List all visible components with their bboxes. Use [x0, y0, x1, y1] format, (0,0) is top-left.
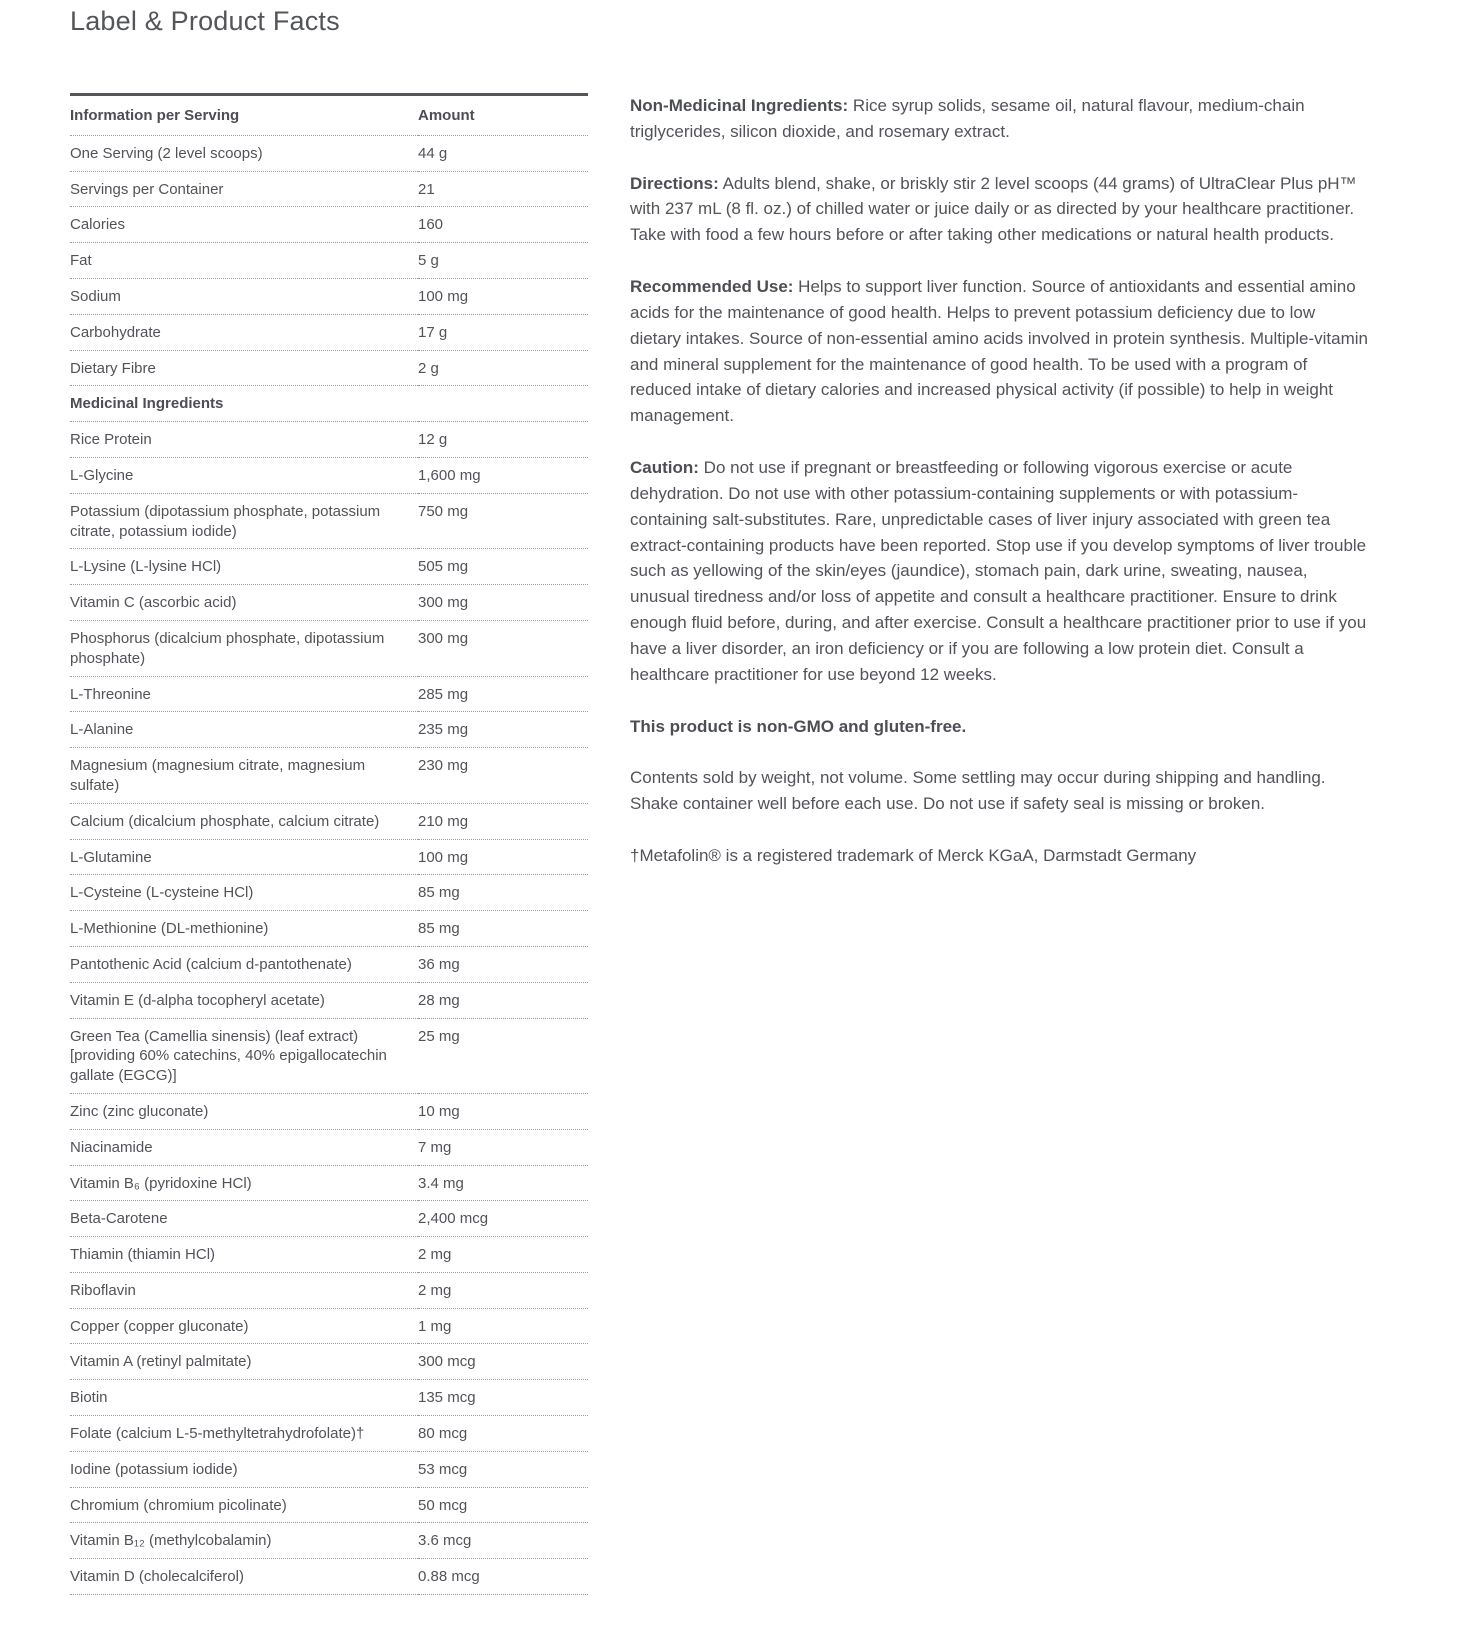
table-row	[70, 676, 588, 712]
ingredient-label: Sodium	[70, 278, 418, 314]
table-row	[70, 1308, 588, 1344]
column-header-information-per-serving: Information per Serving	[70, 95, 418, 136]
table-row	[70, 1451, 588, 1487]
ingredient-label: Niacinamide	[70, 1129, 418, 1165]
table-row	[70, 171, 588, 207]
table-row	[70, 1129, 588, 1165]
table-row	[70, 1487, 588, 1523]
table-row	[70, 620, 588, 676]
ingredient-label: Calories	[70, 207, 418, 243]
paragraph-lead: This product is non-GMO and gluten-free.	[630, 716, 967, 736]
ingredient-amount: 3.4 mg	[418, 1165, 588, 1201]
ingredient-label: L-Lysine (L-lysine HCl)	[70, 549, 418, 585]
ingredient-label: Fat	[70, 243, 418, 279]
ingredient-label: Thiamin (thiamin HCl)	[70, 1237, 418, 1273]
paragraph-lead: Caution:	[630, 458, 699, 478]
ingredient-amount: 2,400 mcg	[418, 1201, 588, 1237]
ingredient-label: Medicinal Ingredients	[70, 386, 418, 422]
ingredient-amount: 21	[418, 171, 588, 207]
table-row	[70, 875, 588, 911]
ingredient-amount: 53 mcg	[418, 1451, 588, 1487]
table-row	[70, 1272, 588, 1308]
ingredient-amount: 2 mg	[418, 1237, 588, 1273]
ingredient-amount: 12 g	[418, 422, 588, 458]
ingredient-label: Servings per Container	[70, 171, 418, 207]
ingredient-label: L-Threonine	[70, 676, 418, 712]
paragraph-text: Do not use if pregnant or breastfeeding or following vigorous exercise or acute dehydration. Do not use with other potassium-containing supplements or with potassium-containing salt-substitutes. Rare, unpredictable cases of liver injury associated with green tea extract-containing products have been reported. Stop use if you develop symptoms of liver trouble such as yellowing of the skin/eyes (jaundice), stomach pain, dark urine, sweating, nausea, unusual tiredness and/or loss of appetite and consult a healthcare practitioner. Ensure to drink enough fluid before, during, and after exercise. Consult a healthcare practitioner prior to use if you have a liver disorder, an iron deficiency or if you are following a low protein diet. Consult a healthcare practitioner for use beyond 12 weeks.	[630, 458, 1367, 684]
ingredient-amount: 50 mcg	[418, 1487, 588, 1523]
ingredient-amount: 300 mcg	[418, 1344, 588, 1380]
table-row	[70, 585, 588, 621]
ingredient-amount: 85 mg	[418, 875, 588, 911]
table-row	[70, 1344, 588, 1380]
ingredient-amount: 1,600 mg	[418, 457, 588, 493]
info-paragraph	[630, 714, 1370, 740]
ingredient-amount: 5 g	[418, 243, 588, 279]
paragraph-lead: Recommended Use:	[630, 277, 794, 297]
ingredient-amount: 235 mg	[418, 712, 588, 748]
paragraph-lead: Non-Medicinal Ingredients:	[630, 96, 849, 115]
ingredient-amount: 135 mcg	[418, 1380, 588, 1416]
ingredient-label: Riboflavin	[70, 1272, 418, 1308]
table-row	[70, 457, 588, 493]
ingredient-amount: 100 mg	[418, 278, 588, 314]
table-row	[70, 839, 588, 875]
nutrition-facts-table	[70, 93, 588, 1595]
paragraph-text: Rice syrup solids, sesame oil, natural flavour, medium-chain triglycerides, silicon dioxide, and rosemary extract.	[630, 96, 1305, 141]
ingredient-amount: 85 mg	[418, 911, 588, 947]
content-columns	[70, 93, 1406, 1595]
ingredient-label: L-Cysteine (L-cysteine HCl)	[70, 875, 418, 911]
ingredient-label: L-Methionine (DL-methionine)	[70, 911, 418, 947]
info-paragraph	[630, 455, 1370, 687]
ingredient-amount: 17 g	[418, 314, 588, 350]
ingredient-label: Vitamin B₆ (pyridoxine HCl)	[70, 1165, 418, 1201]
ingredient-label: Vitamin E (d-alpha tocopheryl acetate)	[70, 982, 418, 1018]
table-row	[70, 243, 588, 279]
ingredient-label: L-Alanine	[70, 712, 418, 748]
table-header-row	[70, 95, 588, 136]
ingredient-label: Vitamin B₁₂ (methylcobalamin)	[70, 1523, 418, 1559]
table-row	[70, 1165, 588, 1201]
page-title: Label & Product Facts	[70, 6, 340, 36]
ingredient-amount: 28 mg	[418, 982, 588, 1018]
info-paragraph	[630, 274, 1370, 429]
ingredient-amount: 44 g	[418, 135, 588, 171]
ingredient-label: L-Glutamine	[70, 839, 418, 875]
paragraph-lead: Directions:	[630, 173, 719, 193]
ingredient-label: Biotin	[70, 1380, 418, 1416]
ingredient-amount: 25 mg	[418, 1018, 588, 1093]
paragraph-text: Adults blend, shake, or briskly stir 2 level scoops (44 grams) of UltraClear Plus pH™ with 237 mL (8 fl. oz.) of chilled water or juice daily or as directed by your healthcare practitioner. Take with food a few hours before or after taking other medications or natural health products.	[630, 173, 1357, 245]
ingredient-label: Magnesium (magnesium citrate, magnesium sulfate)	[70, 748, 418, 804]
ingredient-amount: 3.6 mcg	[418, 1523, 588, 1559]
ingredient-amount: 300 mg	[418, 585, 588, 621]
paragraph-text: Contents sold by weight, not volume. Some settling may occur during shipping and handling. Shake container well before each use. Do not use if safety seal is missing or broken.	[630, 768, 1326, 814]
table-row	[70, 314, 588, 350]
table-row	[70, 1018, 588, 1093]
table-row	[70, 946, 588, 982]
ingredient-label: Chromium (chromium picolinate)	[70, 1487, 418, 1523]
table-row	[70, 278, 588, 314]
table-row	[70, 748, 588, 804]
table-row	[70, 1523, 588, 1559]
ingredient-amount: 80 mcg	[418, 1416, 588, 1452]
table-row	[70, 712, 588, 748]
ingredient-amount	[418, 386, 588, 422]
ingredient-amount: 210 mg	[418, 803, 588, 839]
ingredient-amount: 2 g	[418, 350, 588, 386]
table-row	[70, 803, 588, 839]
ingredient-label: Folate (calcium L-5-methyltetrahydrofolate)†	[70, 1416, 418, 1452]
ingredient-amount: 7 mg	[418, 1129, 588, 1165]
table-row	[70, 386, 588, 422]
ingredient-amount: 0.88 mcg	[418, 1559, 588, 1595]
ingredient-label: Vitamin A (retinyl palmitate)	[70, 1344, 418, 1380]
ingredient-label: Iodine (potassium iodide)	[70, 1451, 418, 1487]
ingredient-amount: 230 mg	[418, 748, 588, 804]
info-paragraph	[630, 171, 1370, 248]
ingredient-amount: 1 mg	[418, 1308, 588, 1344]
ingredient-label: Rice Protein	[70, 422, 418, 458]
product-info-text-column	[630, 93, 1370, 895]
ingredient-label: Pantothenic Acid (calcium d-pantothenate)	[70, 946, 418, 982]
paragraph-text: †Metafolin® is a registered trademark of Merck KGaA, Darmstadt Germany	[630, 846, 1197, 866]
table-row	[70, 422, 588, 458]
ingredient-amount: 100 mg	[418, 839, 588, 875]
ingredient-amount: 285 mg	[418, 676, 588, 712]
ingredient-label: Beta-Carotene	[70, 1201, 418, 1237]
ingredient-label: Phosphorus (dicalcium phosphate, dipotassium phosphate)	[70, 620, 418, 676]
ingredient-label: One Serving (2 level scoops)	[70, 135, 418, 171]
ingredient-label: Green Tea (Camellia sinensis) (leaf extract) [providing 60% catechins, 40% epigallocatechin gallate (EGCG)]	[70, 1018, 418, 1093]
table-row	[70, 911, 588, 947]
ingredient-label: Potassium (dipotassium phosphate, potassium citrate, potassium iodide)	[70, 493, 418, 549]
table-row	[70, 1093, 588, 1129]
ingredient-amount: 2 mg	[418, 1272, 588, 1308]
table-row	[70, 207, 588, 243]
ingredient-label: Vitamin C (ascorbic acid)	[70, 585, 418, 621]
table-row	[70, 1559, 588, 1595]
ingredient-amount: 36 mg	[418, 946, 588, 982]
ingredient-label: Carbohydrate	[70, 314, 418, 350]
ingredient-label: Zinc (zinc gluconate)	[70, 1093, 418, 1129]
paragraph-text: Helps to support liver function. Source of antioxidants and essential amino acids for the maintenance of good health. Helps to prevent potassium deficiency due to low dietary intakes. Source of non-essential amino acids involved in protein synthesis. Multiple-vitamin and mineral supplement for the maintenance of good health. To be used with a program of reduced intake of dietary calories and increased physical activity (if possible) to help in weight management.	[630, 277, 1368, 426]
ingredient-label: Vitamin D (cholecalciferol)	[70, 1559, 418, 1595]
ingredient-label: Calcium (dicalcium phosphate, calcium citrate)	[70, 803, 418, 839]
ingredient-amount: 750 mg	[418, 493, 588, 549]
ingredient-label: Copper (copper gluconate)	[70, 1308, 418, 1344]
ingredient-label: Dietary Fibre	[70, 350, 418, 386]
ingredient-amount: 300 mg	[418, 620, 588, 676]
info-paragraph	[630, 843, 1370, 869]
ingredient-amount: 10 mg	[418, 1093, 588, 1129]
table-row	[70, 1237, 588, 1273]
info-paragraph	[630, 765, 1370, 817]
ingredient-amount: 505 mg	[418, 549, 588, 585]
table-row	[70, 1416, 588, 1452]
table-row	[70, 1201, 588, 1237]
table-row	[70, 1380, 588, 1416]
column-header-amount: Amount	[418, 95, 588, 136]
info-paragraph	[630, 93, 1370, 145]
table-row	[70, 982, 588, 1018]
table-row	[70, 135, 588, 171]
table-row	[70, 549, 588, 585]
table-row	[70, 350, 588, 386]
ingredient-amount: 160	[418, 207, 588, 243]
table-row	[70, 493, 588, 549]
ingredient-label: L-Glycine	[70, 457, 418, 493]
